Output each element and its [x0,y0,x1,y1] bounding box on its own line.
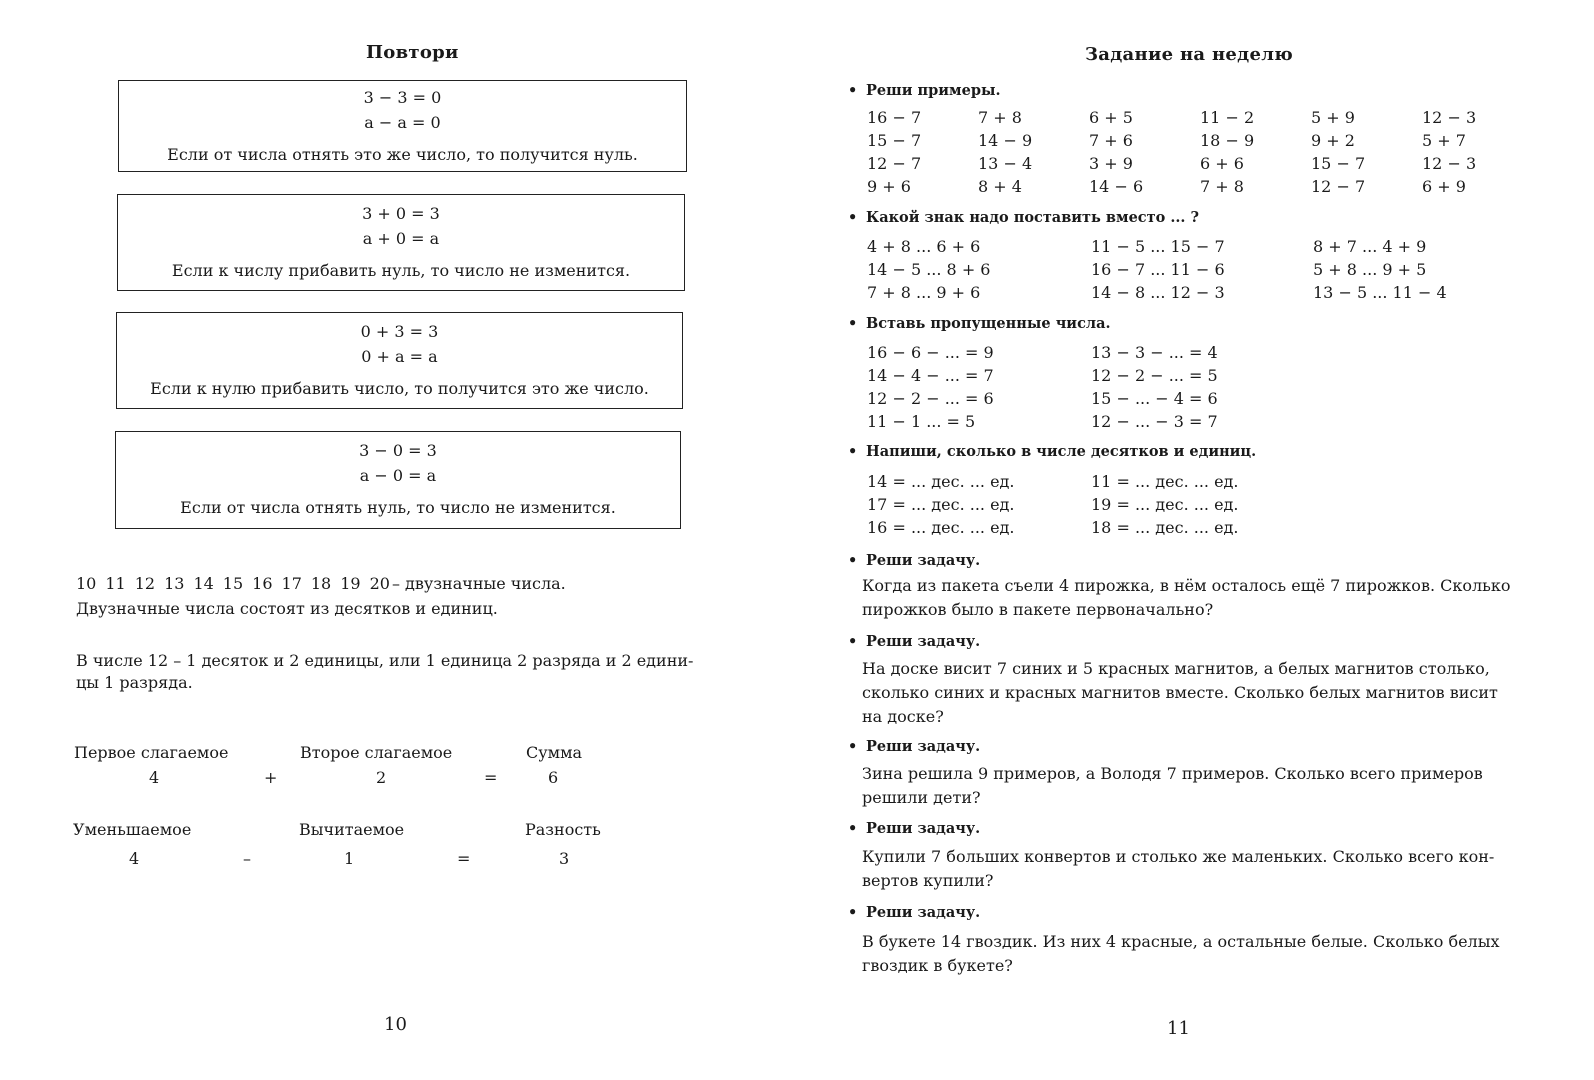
problem-line: Когда из пакета съели 4 пирожка, в нём осталось ещё 7 пирожков. Сколько [862,576,1511,595]
number-item: 11 [105,574,126,593]
bullet: • [848,904,858,921]
problem-line: на доске? [862,707,944,726]
compare-item: 11 − 5 ... 15 − 7 [1091,237,1225,256]
missing-numbers-column [1091,341,1291,433]
examples-column [1200,106,1311,198]
rule-text: Если от числа отнять нуль, то число не изменится. [180,498,616,517]
compare-item: 8 + 7 ... 4 + 9 [1313,237,1427,256]
number-item: 20 [369,574,390,593]
second-addend-label: Второе слагаемое [300,743,453,762]
number-item: 13 [164,574,185,593]
addition-value: 2 [376,768,387,787]
number-item: 16 [252,574,273,593]
task-heading-text: Какой знак надо поставить вместо ... ? [866,209,1200,226]
problem-line: Купили 7 больших конвертов и столько же маленьких. Сколько всего кон- [862,847,1495,866]
problem-text [862,657,1522,729]
first-addend-label: Первое слагаемое [74,743,229,762]
bullet: • [848,315,858,332]
number-item: 17 [281,574,302,593]
example-item: 11 − 2 [1200,108,1255,127]
problem-text [862,574,1522,622]
example-item: 12 − 7 [1311,177,1366,196]
example-item: 15 − 7 [1311,154,1366,173]
compare-item: 14 − 5 ... 8 + 6 [867,260,991,279]
task-heading-text: Реши задачу. [866,820,981,837]
tens-units-item: 14 = ... дес. ... ед. [867,472,1015,491]
rule-text: Если к нулю прибавить число, то получится это же число. [150,379,649,398]
compare-item: 4 + 8 ... 6 + 6 [867,237,981,256]
number-item: 12 [134,574,156,593]
bullet: • [848,633,858,650]
rule-equation: 0 + a = a [361,347,438,366]
bullet: • [848,552,858,569]
example-item: 7 + 6 [1089,131,1133,150]
page-title-repeat: Повтори [366,42,459,63]
two-digit-suffix: – двузначные числа. [391,574,566,593]
page-number-left: 10 [384,1014,407,1035]
missing-number-item: 13 − 3 − ... = 4 [1091,343,1218,362]
compare-item: 14 − 8 ... 12 − 3 [1091,283,1225,302]
examples-column [867,106,978,198]
problem-line: вертов купили? [862,871,994,890]
number-12-line-2: цы 1 разряда. [76,673,193,692]
addition-value: 6 [548,768,559,787]
page-title-weekly-task: Задание на неделю [1085,44,1293,65]
rule-equation: 3 − 3 = 0 [363,88,442,107]
tens-units-item: 19 = ... дес. ... ед. [1091,495,1239,514]
minus-sign: – [243,849,251,868]
task-heading-text: Реши примеры. [866,82,1001,99]
number-item: 18 [310,574,332,593]
rule-equation: 3 − 0 = 3 [359,441,437,460]
problem-text [862,845,1522,893]
example-item: 5 + 9 [1311,108,1355,127]
rule-text: Если к числу прибавить нуль, то число не изменится. [171,261,631,280]
missing-number-item: 12 − 2 − ... = 6 [867,389,994,408]
examples-column [1311,106,1422,198]
example-item: 18 − 9 [1200,131,1255,150]
two-digit-description: Двузначные числа состоят из десятков и единиц. [76,599,498,618]
compare-item: 16 − 7 ... 11 − 6 [1091,260,1225,279]
example-item: 9 + 6 [867,177,911,196]
example-item: 13 − 4 [978,154,1033,173]
number-item: 19 [340,574,361,593]
number-item: 15 [222,574,244,593]
task-heading-text: Напиши, сколько в числе десятков и единиц. [866,443,1257,460]
problem-line: решили дети? [862,788,981,807]
subtraction-value: 3 [559,849,570,868]
compare-item: 7 + 8 ... 9 + 6 [867,283,981,302]
difference-label: Разность [525,820,601,839]
task-heading-problem [848,820,980,837]
tens-units-column [1091,470,1291,539]
rule-box-subtract-zero [115,431,681,529]
examples-column [1089,106,1200,198]
task-heading-which-sign [848,209,1199,226]
missing-number-item: 14 − 4 − ... = 7 [867,366,994,385]
rule-box-zero-plus [116,312,683,409]
examples-grid [867,106,1533,198]
tens-units-item: 16 = ... дес. ... ед. [867,518,1015,537]
rule-equation: a − a = 0 [364,113,441,132]
task-heading-problem [848,633,980,650]
sum-label: Сумма [526,743,583,762]
task-heading-text: Реши задачу. [866,904,981,921]
tens-units-item: 11 = ... дес. ... ед. [1091,472,1239,491]
bullet: • [848,209,858,226]
rule-box-add-zero [117,194,685,291]
addition-value: 4 [149,768,160,787]
bullet: • [848,82,858,99]
example-item: 6 + 9 [1422,177,1466,196]
task-heading-problem [848,552,980,569]
example-item: 3 + 9 [1089,154,1133,173]
example-item: 5 + 7 [1422,131,1466,150]
problem-line: В букете 14 гвоздик. Из них 4 красные, а остальные белые. Сколько белых [862,932,1500,951]
task-heading-text: Реши задачу. [866,552,981,569]
subtraction-value: 4 [129,849,140,868]
rule-equation: 0 + 3 = 3 [360,322,439,341]
example-item: 6 + 5 [1089,108,1133,127]
examples-column [978,106,1089,198]
problem-line: сколько синих и красных магнитов вместе. Сколько белых магнитов висит [862,683,1498,702]
rule-equation: a − 0 = a [359,466,437,485]
subtrahend-label: Вычитаемое [299,820,405,839]
rule-text: Если от числа отнять это же число, то получится нуль. [167,145,638,164]
number-12-line-1: В числе 12 – 1 десяток и 2 единицы, или 1 единица 2 разряда и 2 едини- [76,651,694,670]
problem-text [862,930,1522,978]
bullet: • [848,443,858,460]
compare-column [1091,235,1313,304]
missing-number-item: 12 − 2 − ... = 5 [1091,366,1218,385]
task-heading-text: Реши задачу. [866,738,981,755]
missing-number-item: 16 − 6 − ... = 9 [867,343,994,362]
example-item: 15 − 7 [867,131,922,150]
task-heading-text: Реши задачу. [866,633,981,650]
problem-line: На доске висит 7 синих и 5 красных магнитов, а белых магнитов столько, [862,659,1490,678]
example-item: 14 − 9 [978,131,1033,150]
example-item: 16 − 7 [867,108,922,127]
example-item: 14 − 6 [1089,177,1144,196]
rule-equation: a + 0 = a [362,229,440,248]
compare-item: 5 + 8 ... 9 + 5 [1313,260,1427,279]
example-item: 12 − 3 [1422,108,1477,127]
problem-text [862,762,1522,810]
missing-number-item: 15 − ... − 4 = 6 [1091,389,1218,408]
equals-sign: = [484,768,498,787]
plus-sign: + [264,768,278,787]
missing-number-item: 12 − ... − 3 = 7 [1091,412,1218,431]
missing-numbers-grid [867,341,1291,433]
example-item: 6 + 6 [1200,154,1244,173]
example-item: 8 + 4 [978,177,1022,196]
number-item: 10 [76,574,97,593]
examples-column [1422,106,1533,198]
task-heading-missing-numbers [848,315,1111,332]
right-page [800,0,1594,1080]
rule-equation: 3 + 0 = 3 [362,204,440,223]
task-heading-text: Вставь пропущенные числа. [866,315,1111,332]
example-item: 7 + 8 [978,108,1022,127]
compare-column [867,235,1091,304]
equals-sign: = [457,849,471,868]
missing-number-item: 11 − 1 ... = 5 [867,412,976,431]
task-heading-solve-examples [848,82,1001,99]
rule-box-subtract-self [118,80,687,172]
compare-grid [867,235,1513,304]
compare-item: 13 − 5 ... 11 − 4 [1313,283,1447,302]
example-item: 12 − 3 [1422,154,1477,173]
bullet: • [848,738,858,755]
task-heading-problem [848,738,980,755]
tens-units-column [867,470,1091,539]
subtraction-value: 1 [344,849,355,868]
page-number-right: 11 [1167,1018,1190,1039]
bullet: • [848,820,858,837]
task-heading-tens-units [848,443,1256,460]
missing-numbers-column [867,341,1091,433]
tens-units-grid [867,470,1291,539]
problem-line: гвоздик в букете? [862,956,1013,975]
number-item: 14 [193,574,214,593]
problem-line: Зина решила 9 примеров, а Володя 7 примеров. Сколько всего примеров [862,764,1483,783]
problem-line: пирожков было в пакете первоначально? [862,600,1214,619]
example-item: 12 − 7 [867,154,922,173]
example-item: 9 + 2 [1311,131,1355,150]
compare-column [1313,235,1513,304]
tens-units-item: 17 = ... дес. ... ед. [867,495,1015,514]
tens-units-item: 18 = ... дес. ... ед. [1091,518,1239,537]
two-digit-numbers-line [76,574,575,593]
example-item: 7 + 8 [1200,177,1244,196]
minuend-label: Уменьшаемое [73,820,192,839]
task-heading-problem [848,904,980,921]
